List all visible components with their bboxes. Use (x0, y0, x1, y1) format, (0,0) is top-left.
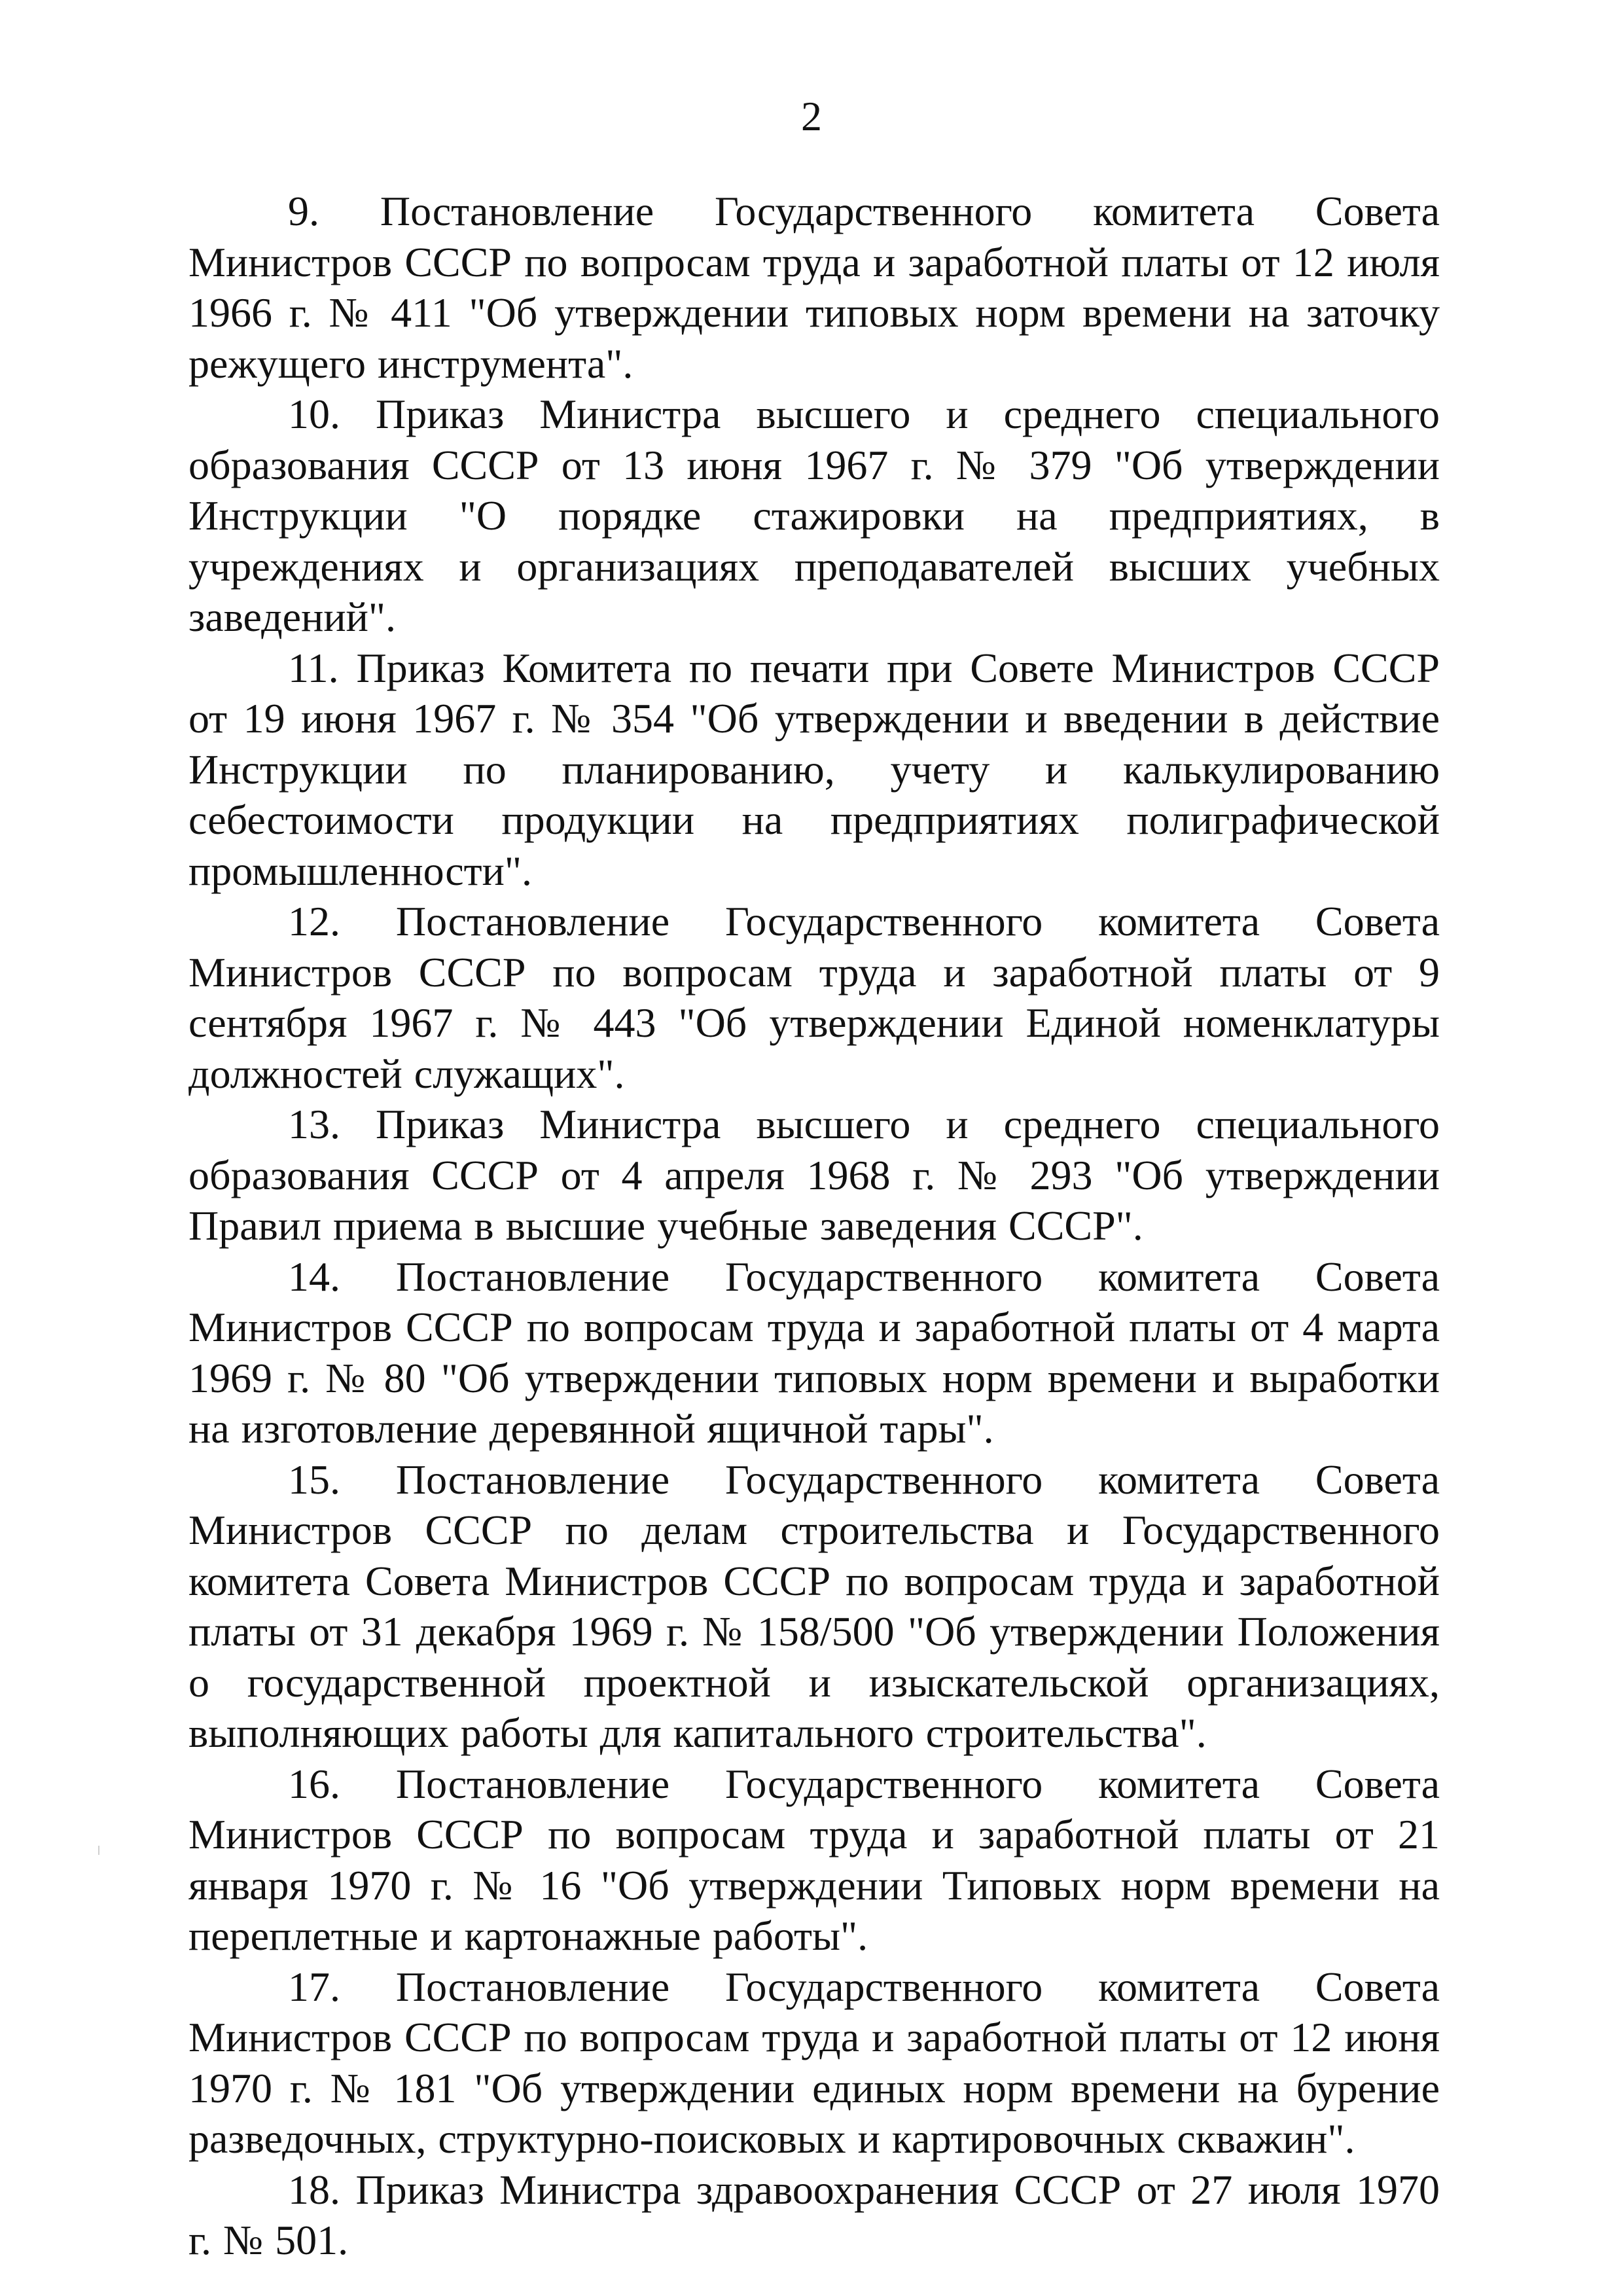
list-item-12: 12. Постановление Государственного комитета Совета Министров СССР по вопросам труда и заработной платы от 9 сентября 1967 г. № 443 "Об утверждении Единой номенклатуры должностей служащих". (188, 898, 1440, 1097)
list-item-10: 10. Приказ Министра высшего и среднего специального образования СССР от 13 июня 1967 г. № 379 "Об утверждении Инструкции "О порядке стажировки на предприятиях, в учреждениях и организациях преподавателей высших учебных заведений". (188, 391, 1440, 640)
list-item-14: 14. Постановление Государственного комитета Совета Министров СССР по вопросам труда и заработной платы от 4 марта 1969 г. № 80 "Об утверждении типовых норм времени и выработки на изготовление деревянной ящичной тары". (188, 1253, 1440, 1452)
list-item-18: 18. Приказ Министра здравоохранения СССР от 27 июля 1970 г. № 501. (188, 2166, 1440, 2263)
list-item-16: 16. Постановление Государственного комитета Совета Министров СССР по вопросам труда и заработной платы от 21 января 1970 г. № 16 "Об утверждении Типовых норм времени на переплетные и картонажные работы". (188, 1760, 1440, 1959)
list-item-17: 17. Постановление Государственного комитета Совета Министров СССР по вопросам труда и заработной платы от 12 июня 1970 г. № 181 "Об утверждении единых норм времени на бурение разведочных, структурно-поисковых и картировочных скважин". (188, 1963, 1440, 2162)
page-number: 2 (801, 93, 822, 139)
list-item-11: 11. Приказ Комитета по печати при Совете Министров СССР от 19 июня 1967 г. № 354 "Об утверждении и введении в действие Инструкции по планированию, учету и калькулированию себестоимости продукции на предприятиях полиграфической промышленности". (188, 644, 1440, 894)
document-body (188, 186, 1440, 2266)
list-item-13: 13. Приказ Министра высшего и среднего специального образования СССР от 4 апреля 1968 г. № 293 "Об утверждении Правил приема в высшие учебные заведения СССР". (188, 1101, 1440, 1249)
scan-artifact (98, 1846, 99, 1855)
list-item-15: 15. Постановление Государственного комитета Совета Министров СССР по делам строительства и Государственного комитета Совета Министров СССР по вопросам труда и заработной платы от 31 декабря 1969 г. № 158/500 "Об утверждении Положения о государственной проектной и изыскательской организациях, выполняющих работы для капитального строительства". (188, 1456, 1440, 1756)
list-item-9: 9. Постановление Государственного комитета Совета Министров СССР по вопросам труда и заработной платы от 12 июля 1966 г. № 411 "Об утверждении типовых норм времени на заточку режущего инструмента". (188, 188, 1440, 387)
